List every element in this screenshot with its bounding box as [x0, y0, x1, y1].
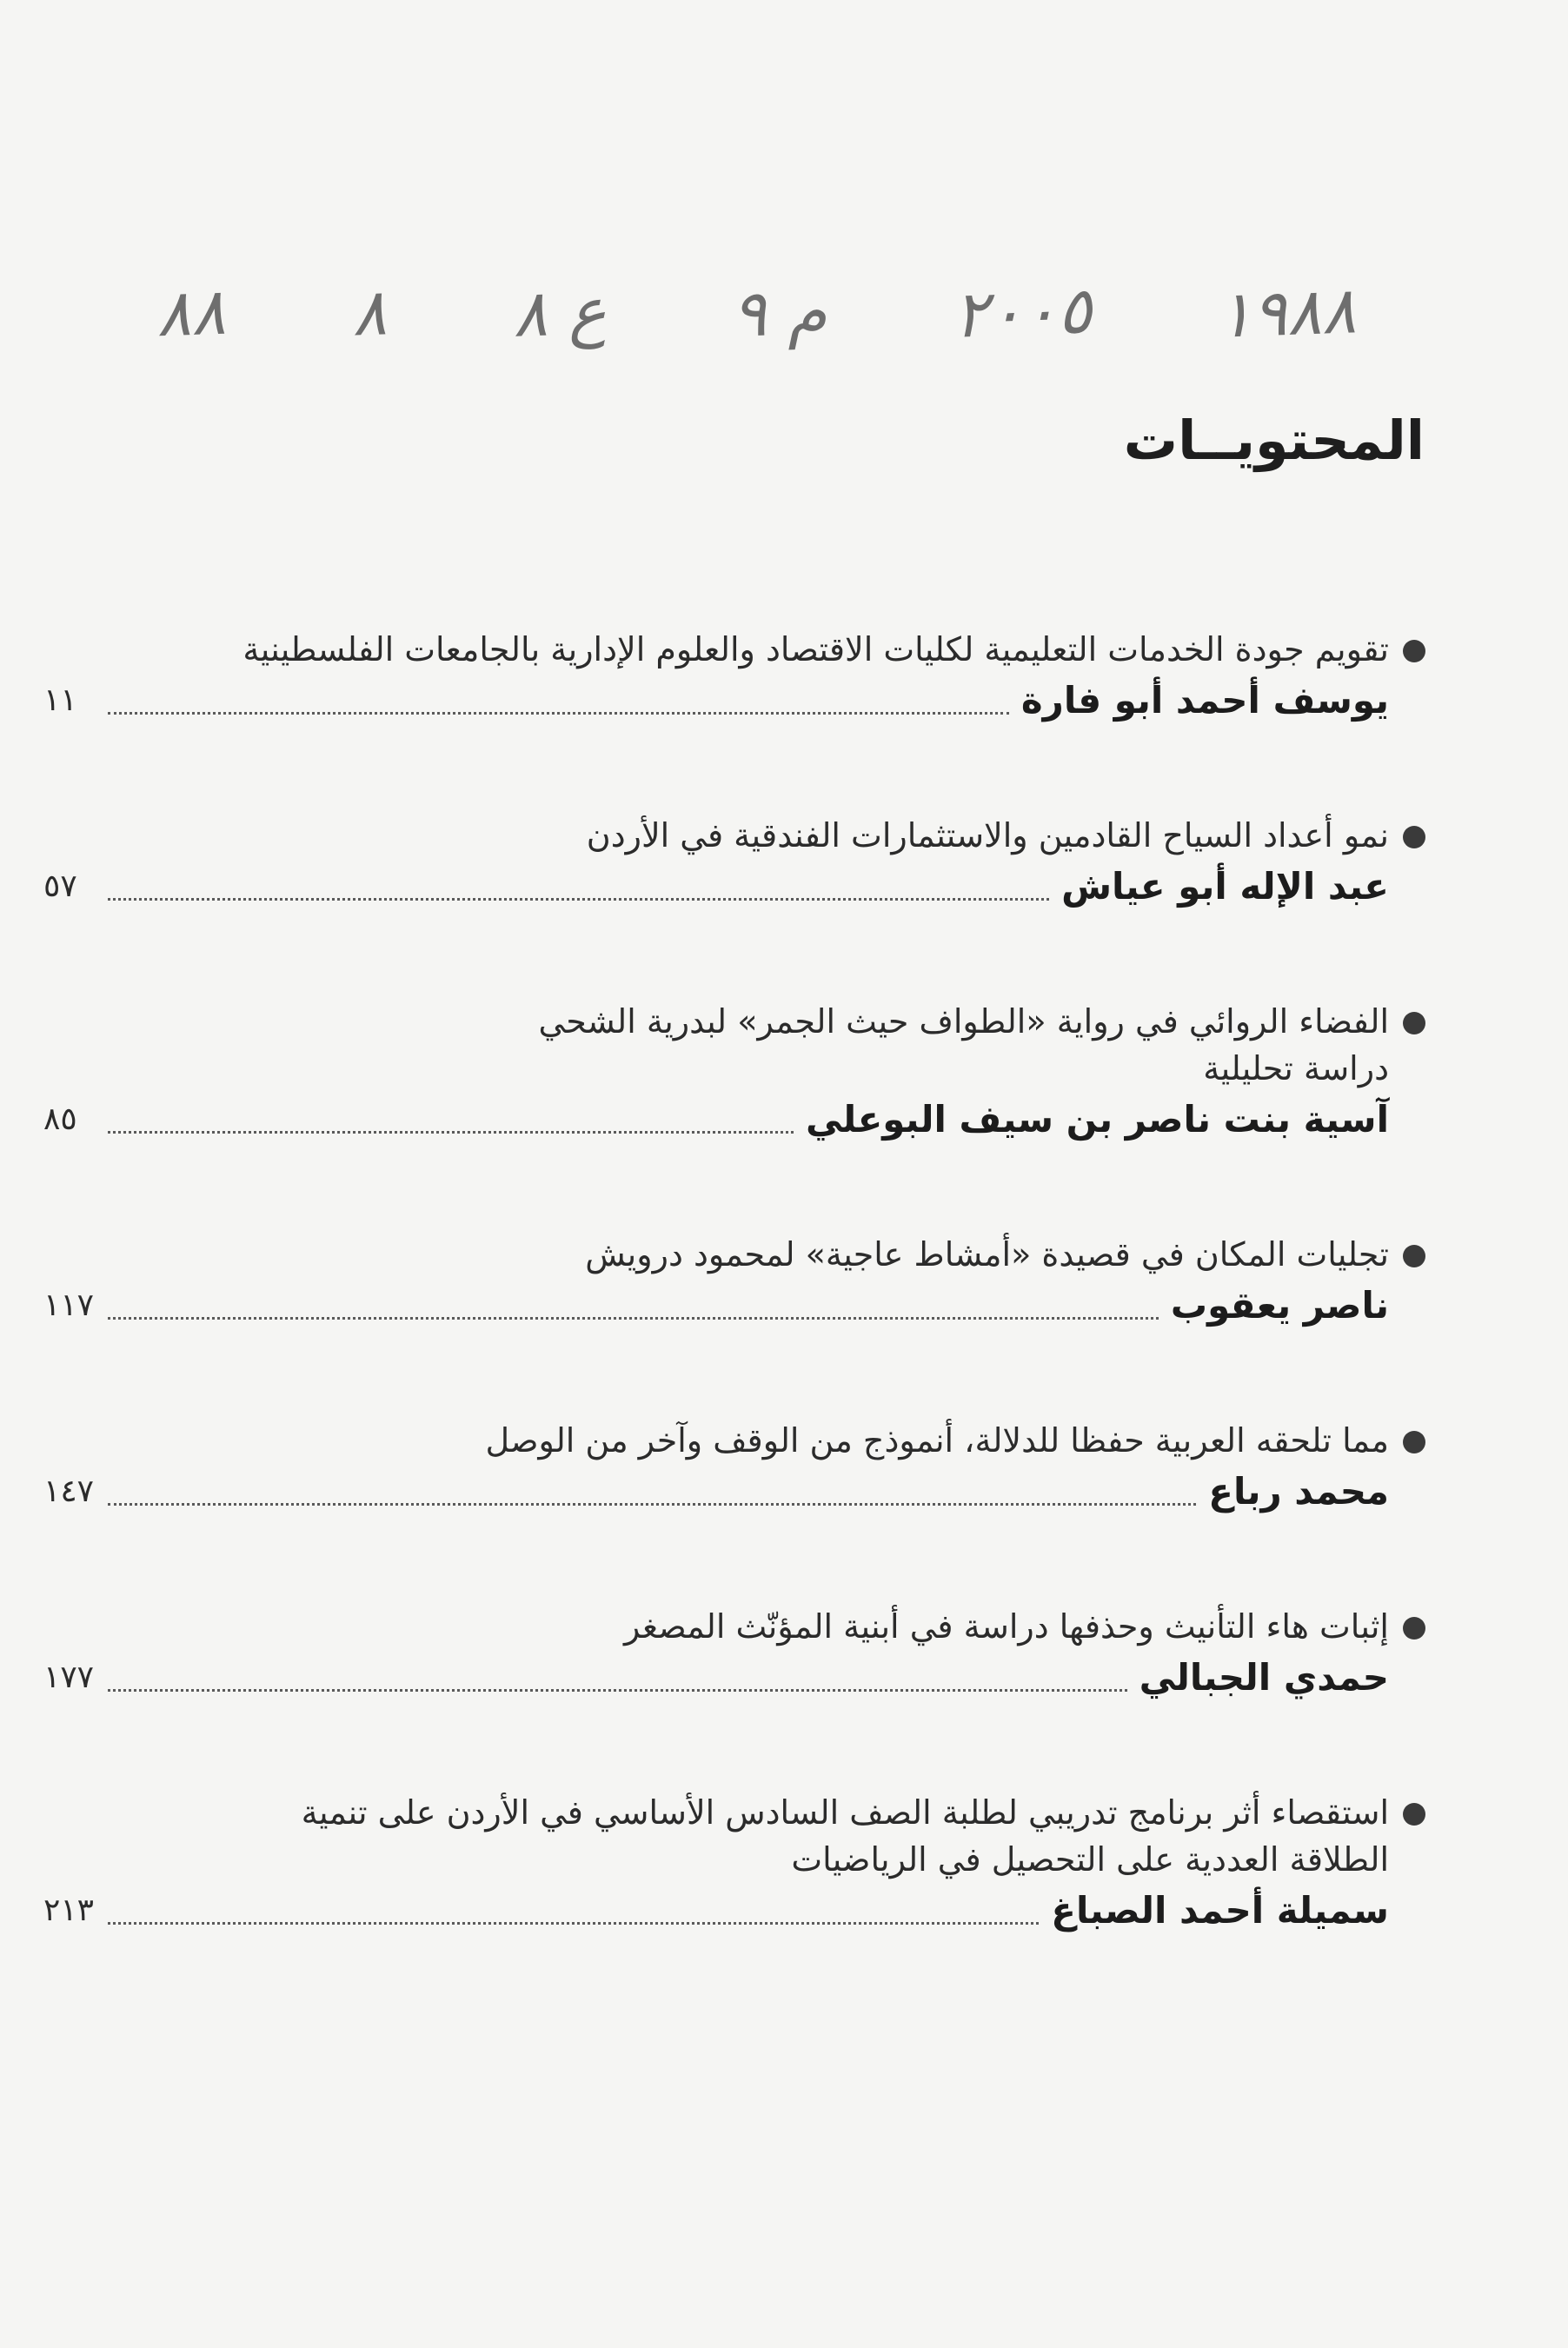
entry-page-number: ١٧٧ — [43, 1660, 95, 1695]
entry-title — [43, 998, 1389, 1092]
entry-title-line: تقويم جودة الخدمات التعليمية لكليات الاقتصاد والعلوم الإدارية بالجامعات الفلسطينية — [243, 630, 1389, 668]
entry-title-line: نمو أعداد السياح القادمين والاستثمارات الفندقية في الأردن — [586, 816, 1389, 855]
handwritten-token: ع ٨ — [511, 274, 608, 352]
entry-title — [43, 1417, 1389, 1464]
bullet-icon — [1403, 1803, 1425, 1826]
entry-author-row — [43, 1280, 1389, 1332]
dot-leader — [108, 1688, 1127, 1692]
handwritten-token: ٨٨ — [155, 274, 227, 352]
entry-title — [43, 812, 1389, 859]
entry-author-row — [43, 1652, 1389, 1704]
handwritten-token: م ٩ — [730, 274, 828, 352]
dot-leader — [108, 1921, 1039, 1925]
entry-author: سميلة أحمد الصباغ — [1051, 1889, 1389, 1932]
entry-page-number: ٨٥ — [43, 1101, 77, 1137]
entry-title-line: مما تلحقه العربية حفظا للدلالة، أنموذج من الوقف وآخر من الوصل — [485, 1421, 1389, 1460]
bullet-icon — [1403, 1245, 1425, 1267]
entry-title-line: الفضاء الروائي في رواية «الطواف حيث الجمر» لبدرية الشحي — [538, 1002, 1389, 1041]
dot-leader — [108, 1316, 1159, 1320]
toc-entry — [43, 998, 1425, 1146]
dot-leader — [108, 1502, 1196, 1506]
toc-entry — [43, 1417, 1425, 1518]
entry-author: عبد الإله أبو عياش — [1061, 865, 1389, 908]
entry-author: يوسف أحمد أبو فارة — [1020, 679, 1389, 722]
dot-leader — [108, 1130, 794, 1134]
entry-title — [43, 1603, 1389, 1650]
handwritten-token: ٨ — [350, 275, 388, 351]
handwritten-token: ٢٠٠٥ — [952, 273, 1093, 353]
toc-entry — [43, 1231, 1425, 1332]
entry-title-line: دراسة تحليلية — [1203, 1049, 1389, 1088]
entry-page-number: ٢١٣ — [43, 1892, 95, 1928]
entry-page-number: ١١ — [43, 682, 77, 718]
entry-title-line: تجليات المكان في قصيدة «أمشاط عاجية» لمحمود درويش — [585, 1235, 1389, 1274]
toc-entry — [43, 1603, 1425, 1704]
dot-leader — [108, 711, 1009, 715]
entry-title-line: الطلاقة العددية على التحصيل في الرياضيات — [791, 1840, 1389, 1879]
entry-title — [43, 1231, 1389, 1278]
entry-page-number: ٥٧ — [43, 868, 77, 904]
toc-entry — [43, 812, 1425, 913]
entry-title — [43, 1789, 1389, 1883]
entry-author: ناصر يعقوب — [1170, 1284, 1389, 1327]
handwritten-token: ١٩٨٨ — [1216, 273, 1358, 353]
entry-page-number: ١٤٧ — [43, 1473, 95, 1509]
entry-author-row — [43, 1466, 1389, 1518]
entry-author-row — [43, 861, 1389, 913]
entry-author-row — [43, 1094, 1389, 1146]
bullet-icon — [1403, 640, 1425, 662]
bullet-icon — [1403, 826, 1425, 848]
handwritten-note — [156, 252, 1356, 374]
entry-title — [43, 626, 1389, 673]
dot-leader — [108, 897, 1049, 901]
bullet-icon — [1403, 1431, 1425, 1453]
page-title: المحتويــات — [1123, 409, 1425, 472]
entry-title-line: استقصاء أثر برنامج تدريبي لطلبة الصف السادس الأساسي في الأردن على تنمية — [301, 1793, 1389, 1832]
entry-author-row — [43, 1885, 1389, 1937]
table-of-contents — [43, 626, 1425, 2022]
bullet-icon — [1403, 1617, 1425, 1640]
entry-title-line: إثبات هاء التأنيث وحذفها دراسة في أبنية المؤنّث المصغر — [624, 1607, 1389, 1646]
entry-author: آسية بنت ناصر بن سيف البوعلي — [805, 1098, 1389, 1141]
entry-page-number: ١١٧ — [43, 1287, 95, 1323]
entry-author: حمدي الجبالي — [1139, 1656, 1389, 1699]
entry-author-row — [43, 675, 1389, 727]
entry-author: محمد رباع — [1208, 1470, 1389, 1513]
toc-entry — [43, 626, 1425, 727]
bullet-icon — [1403, 1012, 1425, 1034]
toc-entry — [43, 1789, 1425, 1937]
